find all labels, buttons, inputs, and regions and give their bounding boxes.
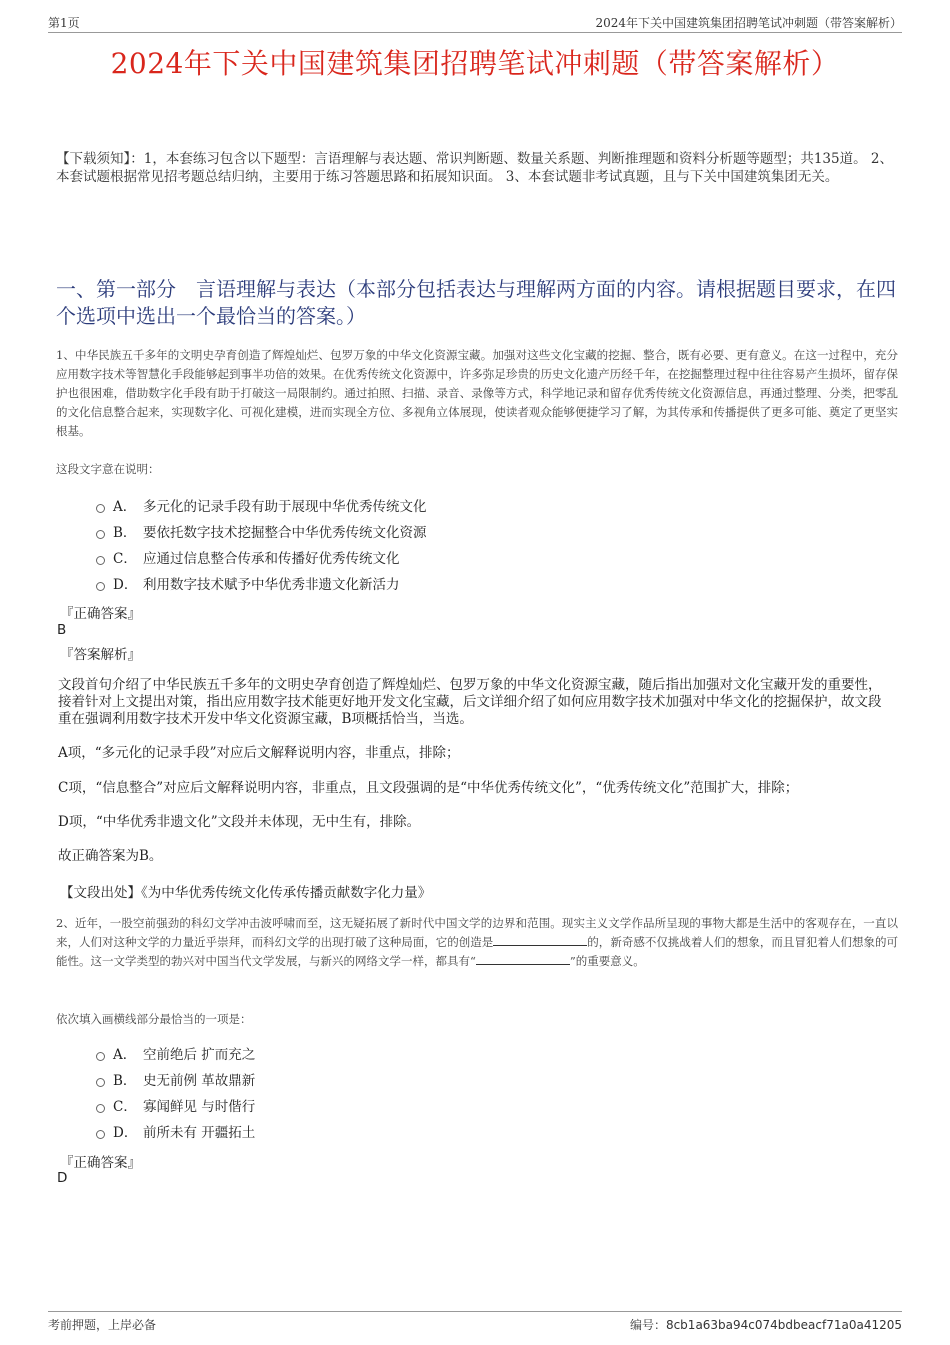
question-1-text: 1、中华民族五千多年的文明史孕育创造了辉煌灿烂、包罗万象的中华文化资源宝藏。加强对这些文化宝藏的挖掘、整合，既有必要、更有意义。在这一过程中，充分应用数字技术等智慧化手段能够起到事半功倍的效果。在优秀传统文化资源中，许多弥足珍贵的历史文化遗产历经千年，在挖掘整理过程中往往容易产生损坏，留存保护也很困难，借助数字化手段有助于打破这一局限制约。通过拍照、扫描、录音、录像等方式，科学地记录和留存优秀传统文化资源信息，再通过整理、分类，把零乱的文化信息整合起来，实现数字化、可视化建模，进而实现全方位、多视角立体展现，使读者观众能够便捷学习了解，为其传承和传播提供了更多可能、奠定了更坚实根基。 (56, 348, 898, 438)
option-text: 寡闻鲜见 与时偕行 (143, 1099, 256, 1115)
analysis-option-c: C项，“信息整合”对应后文解释说明内容，非重点，且文段强调的是“中华优秀传统文化”，“优秀传统文化”范围扩大，排除； (58, 780, 799, 796)
analysis-option-d: D项，“中华优秀非遗文化”文段并未体现，无中生有，排除。 (58, 814, 421, 830)
analysis-option-a: A项，“多元化的记录手段”对应后文解释说明内容，非重点，排除； (58, 745, 460, 761)
radio-icon[interactable] (96, 1104, 105, 1113)
fill-blank-1 (493, 934, 587, 946)
radio-icon[interactable] (96, 582, 105, 591)
option-d[interactable] (96, 1118, 255, 1144)
option-a[interactable] (96, 492, 427, 518)
option-d[interactable] (96, 570, 427, 596)
footer-slogan: 考前押题，上岸必备 (48, 1318, 157, 1332)
question-2-prompt: 依次填入画横线部分最恰当的一项是： (56, 1012, 252, 1026)
option-c[interactable] (96, 544, 427, 570)
radio-icon[interactable] (96, 1052, 105, 1061)
question-2-options (96, 1040, 255, 1144)
radio-icon[interactable] (96, 556, 105, 565)
option-text: 空前绝后 扩而充之 (143, 1047, 256, 1063)
code-label: 编号： (629, 1318, 666, 1332)
radio-icon[interactable] (96, 504, 105, 513)
option-text: 前所未有 开疆拓土 (143, 1125, 256, 1141)
answer-value: D (57, 1170, 68, 1186)
option-text: 利用数字技术赋予中华优秀非遗文化新活力 (143, 577, 400, 593)
document-code (630, 1316, 902, 1333)
option-b[interactable] (96, 518, 427, 544)
text-source: 【文段出处】《为中华优秀传统文化传承传播贡献数字化力量》 (60, 885, 432, 901)
radio-icon[interactable] (96, 1078, 105, 1087)
question-2-part3: ”的重要意义。 (569, 954, 645, 968)
analysis-label: 『答案解析』 (60, 647, 141, 663)
page-number: 第1页 (48, 16, 80, 30)
question-2-text (56, 914, 898, 971)
option-letter: B． (113, 525, 137, 541)
question-1-prompt: 这段文字意在说明： (56, 462, 160, 476)
download-notice: 【下载须知】：1，本套练习包含以下题型：言语理解与表达题、常识判断题、数量关系题、判断推理题和资料分析题等题型；共135道。 2、本套试题根据常见招考题总结归纳，主要用于练习答题思路和拓展知识面。 3、本套试题非考试真题，且与下关中国建筑集团无关。 (56, 151, 893, 185)
option-letter: D． (113, 577, 138, 593)
option-letter: A． (113, 1047, 137, 1063)
option-text: 多元化的记录手段有助于展现中华优秀传统文化 (143, 499, 427, 515)
radio-icon[interactable] (96, 1130, 105, 1139)
page-footer (48, 1311, 902, 1332)
page-header (48, 12, 902, 33)
radio-icon[interactable] (96, 530, 105, 539)
document-title: 2024年下关中国建筑集团招聘笔试冲刺题（带答案解析） (110, 47, 840, 80)
option-text: 要依托数字技术挖掘整合中华优秀传统文化资源 (143, 525, 427, 541)
answer-label: 『正确答案』 (60, 1155, 141, 1171)
option-letter: C． (113, 1099, 137, 1115)
code-value: 8cb1a63ba94c074bdbeacf71a0a41205 (665, 1318, 902, 1332)
question-1-options (96, 492, 427, 596)
analysis-summary: 文段首句介绍了中华民族五千多年的文明史孕育创造了辉煌灿烂、包罗万象的中华文化资源宝藏，随后指出加强对文化宝藏开发的重要性，接着针对上文提出对策，指出应用数字技术能更好地开发文化宝藏，后文详细介绍了如何应用数字技术加强对中华文化的挖掘保护，故文段重在强调利用数字技术开发中华文化资源宝藏，B项概括恰当，当选。 (58, 677, 882, 727)
option-letter: A． (113, 499, 137, 515)
option-letter: B． (113, 1073, 137, 1089)
section-heading: 一、第一部分 言语理解与表达（本部分包括表达与理解两方面的内容。请根据题目要求，在四个选项中选出一个最恰当的答案。） (56, 277, 896, 328)
option-a[interactable] (96, 1040, 255, 1066)
option-text: 史无前例 革故鼎新 (143, 1073, 256, 1089)
answer-label: 『正确答案』 (60, 606, 141, 622)
analysis-conclusion: 故正确答案为B。 (58, 848, 163, 864)
header-doc-title: 2024年下关中国建筑集团招聘笔试冲刺题（带答案解析） (595, 16, 902, 30)
question-2-part1: 2、近年，一股空前强劲的科幻文学冲击波呼啸而至，这无疑拓展了新时代中国文学的边界和范围。现实主义文学作品所呈现的事物大都是生活中的客观存在，一直以来，人们对这种文学的力量近乎崇拜，而科幻文学的出现打破了这种局面，它的创造是 (56, 916, 898, 949)
answer-value: B (57, 622, 67, 638)
option-b[interactable] (96, 1066, 255, 1092)
option-letter: C． (113, 551, 137, 567)
option-letter: D． (113, 1125, 138, 1141)
question-2-part2: 的，新奇感不仅挑战着人们的想象，而且冒犯着人们想象的可能性。这一文学类型的勃兴对中国当代文学发展，与新兴的网络文学一样，都具有“ (56, 935, 899, 968)
option-text: 应通过信息整合传承和传播好优秀传统文化 (143, 551, 400, 567)
fill-blank-2 (476, 953, 570, 965)
option-c[interactable] (96, 1092, 255, 1118)
